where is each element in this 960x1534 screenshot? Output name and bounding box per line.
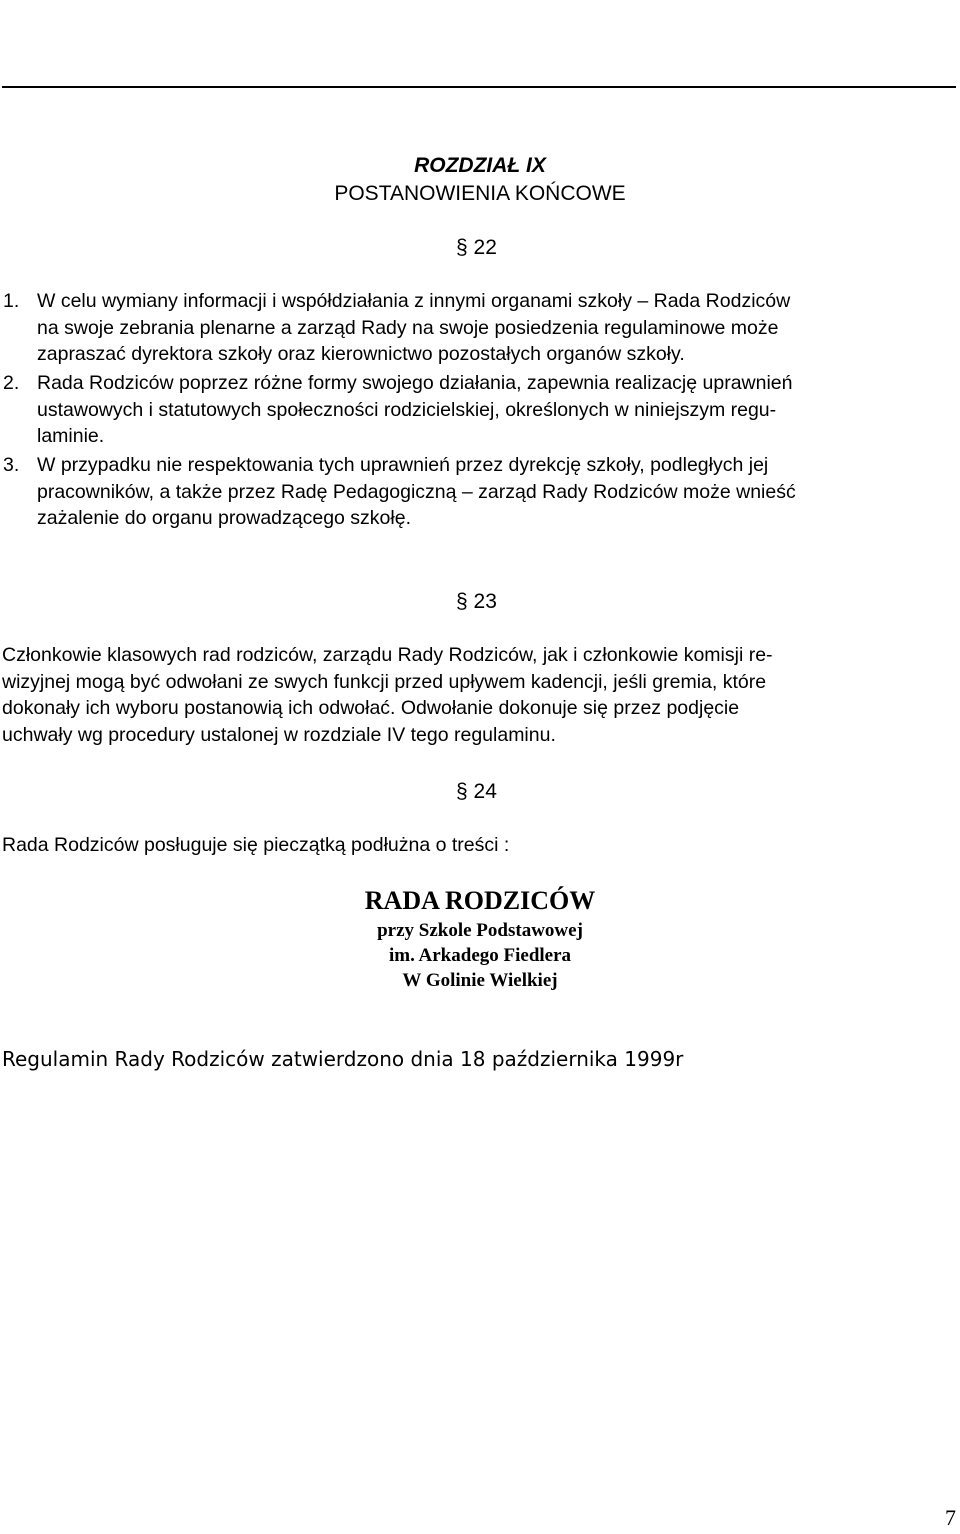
stamp-line-2: im. Arkadego Fiedlera — [388, 945, 572, 966]
header-email: E-mail: spgolina@wp.pl, http://republika.pl/spgolina — [238, 54, 722, 72]
section-23-line: dokonały ich wyboru postanowią ich odwołać. Odwołanie dokonuje się przez podjęcie — [2, 697, 740, 719]
item-1-line: W celu wymiany informacji i współdziałania z innymi organami szkoły – Rada Rodziców — [37, 290, 791, 312]
item-3-line: W przypadku nie respektowania tych uprawnień przez dyrekcję szkoły, podległych jej — [37, 454, 769, 476]
item-1-line: na swoje zebrania plenarne a zarząd Rady na swoje posiedzenia regulaminowe może — [37, 316, 779, 339]
stamp-line-1: przy Szkole Podstawowej — [377, 920, 583, 941]
header-school-name: Szkoła Podstawowa im. Arkadego Fiedlera w Golinie Wielkiej — [238, 0, 722, 17]
item-3-number: 3. — [3, 454, 20, 476]
section-23-line: uchwały wg procedury ustalonej w rozdziale IV tego regulaminu. — [2, 723, 556, 746]
item-2-number: 2. — [3, 372, 20, 394]
stamp-title: RADA RODZICÓW — [364, 886, 596, 915]
chapter-number — [0, 154, 960, 178]
item-3-text — [37, 452, 796, 532]
item-1-line: zapraszać dyrektora szkoły oraz kierownictwo pozostałych organów szkoły. — [37, 343, 685, 365]
section-23-text — [2, 642, 773, 748]
header-address: Golina Wielka 65a, 63-940 Bojanowo, woj. Wielkopolskie tel.(065)54 56 824, tel/fax(065)54 57 675 — [33, 18, 927, 36]
section-24-text: Rada Rodziców posługuje się pieczątką podłużna o treści : — [2, 834, 510, 856]
item-2-line: laminie. — [37, 425, 105, 447]
item-1-number: 1. — [3, 290, 20, 312]
item-2-line: ustawowych i statutowych społeczności rodzicielskiej, określonych w niniejszym regu- — [37, 398, 777, 421]
section-22-mark: § 22 — [456, 236, 497, 259]
page-number: 7 — [945, 1505, 956, 1530]
item-1-text — [37, 288, 790, 368]
section-23-line: wizyjnej mogą być odwołani ze swych funkcji przed upływem kadencji, jeśli gremia, które — [2, 670, 767, 693]
item-2-line: Rada Rodziców poprzez różne formy swojego działania, zapewnia realizację uprawnień — [37, 372, 793, 394]
section-23-line: Członkowie klasowych rad rodziców, zarządu Rady Rodziców, jak i członkowie komisji re- — [2, 644, 773, 666]
approval-statement: Regulamin Rady Rodziców zatwierdzono dnia 18 października 1999r — [2, 1047, 684, 1071]
item-3-line: pracowników, a także przez Radę Pedagogiczną – zarząd Rady Rodziców może wnieść — [37, 480, 796, 503]
item-3-line: zażalenie do organu prowadzącego szkołę. — [37, 507, 411, 529]
section-24-mark: § 24 — [456, 780, 497, 803]
item-2-text — [37, 370, 792, 450]
stamp-line-3: W Golinie Wielkiej — [402, 970, 558, 991]
header-nip-regon: NIP 699-12-90-320, Regon 410228823 — [321, 36, 639, 54]
chapter-title: POSTANOWIENIA KOŃCOWE — [334, 182, 626, 205]
chapter-number-text: ROZDZIAŁ IX — [414, 154, 546, 177]
header-divider — [2, 86, 956, 88]
section-23-mark: § 23 — [456, 590, 497, 613]
